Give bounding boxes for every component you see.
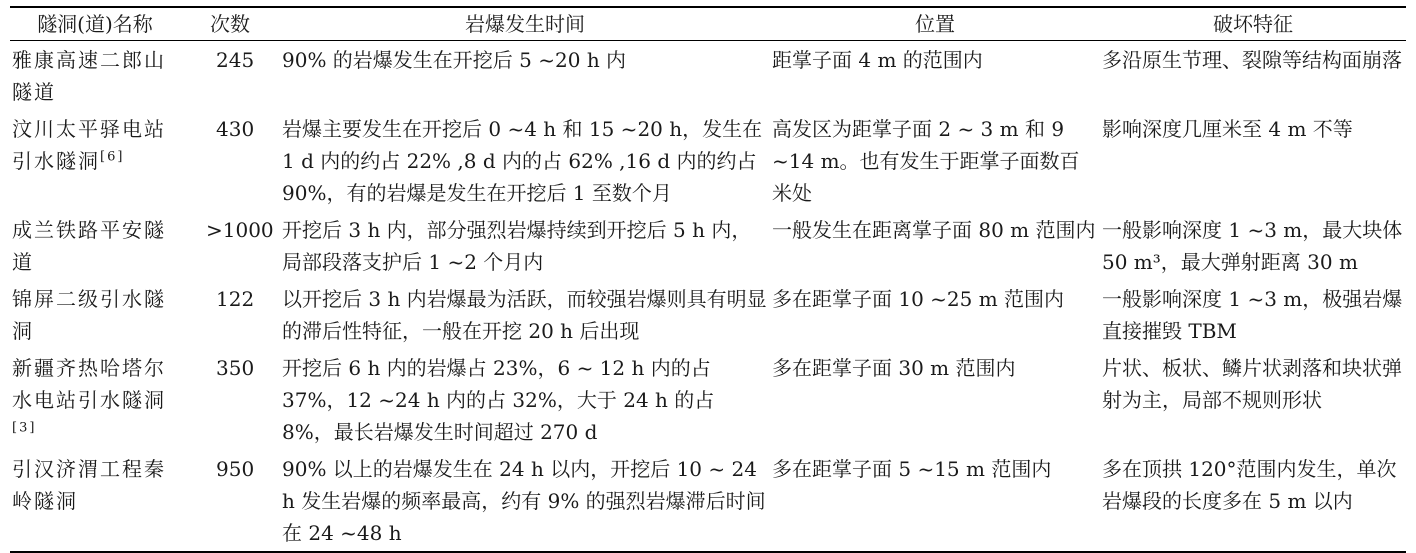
time-cell: 90% 以上的岩爆发生在 24 h 以内，开挖后 10 ~ 24 h 发生岩爆的频率最高，约有 9% 的强烈岩爆滞后时间在 24 ~48 h xyxy=(280,450,770,552)
tunnel-name-cell xyxy=(10,211,180,280)
location-cell: 距掌子面 4 m 的范围内 xyxy=(772,48,983,72)
tunnel-name: 汶川太平驿电站引水隧洞 xyxy=(12,117,166,173)
tunnel-name: 引汉济渭工程秦岭隧洞 xyxy=(12,457,166,513)
tunnel-name-cell xyxy=(10,450,180,552)
tunnel-name-cell xyxy=(10,349,180,450)
time-cell: 开挖后 3 h 内，部分强烈岩爆持续到开挖后 5 h 内，局部段落支护后 1 ~2 个月内 xyxy=(282,218,752,274)
count-cell: 950 xyxy=(180,450,280,552)
count-cell: 350 xyxy=(216,356,255,380)
damage-cell: 一般影响深度 1 ~3 m，最大块体 50 m³，最大弹射距离 30 m xyxy=(1102,218,1403,274)
header-time: 岩爆发生时间 xyxy=(280,7,770,41)
tunnel-name: 雅康高速二郎山隧道 xyxy=(12,48,166,104)
location-cell: 多在距掌子面 5 ~15 m 范围内 xyxy=(770,450,1100,552)
header-name: 隧洞(道)名称 xyxy=(10,7,180,41)
table-row xyxy=(10,280,1406,349)
location-cell: 多在距掌子面 30 m 范围内 xyxy=(772,356,1016,380)
table-header-row xyxy=(10,7,1406,41)
tunnel-name-cell xyxy=(10,280,180,349)
tunnel-name: 新疆齐热哈塔尔水电站引水隧洞 xyxy=(12,356,166,412)
damage-cell: 影响深度几厘米至 4 m 不等 xyxy=(1102,117,1353,141)
damage-cell: 多沿原生节理、裂隙等结构面崩落 xyxy=(1102,48,1402,72)
tunnel-name-cell xyxy=(10,110,180,211)
count-cell: 245 xyxy=(216,48,255,72)
table-row xyxy=(10,450,1406,552)
location-cell: 高发区为距掌子面 2 ~ 3 m 和 9 ~14 m。也有发生于距掌子面数百米处 xyxy=(772,117,1080,205)
header-location: 位置 xyxy=(770,7,1100,41)
location-cell: 多在距掌子面 10 ~25 m 范围内 xyxy=(772,287,1065,311)
header-damage: 破坏特征 xyxy=(1100,7,1406,41)
time-cell: 岩爆主要发生在开挖后 0 ~4 h 和 15 ~20 h，发生在 1 d 内的约占 22% ,8 d 内的占 62% ,16 d 内的约占 90%，有的岩爆是发生在开挖后 1 至数个月 xyxy=(282,117,763,205)
damage-cell: 多在顶拱 120°范围内发生，单次岩爆段的长度多在 5 m 以内 xyxy=(1100,450,1406,552)
tunnel-name: 成兰铁路平安隧道 xyxy=(12,218,166,274)
rockburst-table xyxy=(10,6,1406,553)
time-cell: 开挖后 6 h 内的岩爆占 23%，6 ~ 12 h 内的占 37%，12 ~24 h 内的占 32%，大于 24 h 的占 8%，最长岩爆发生时间超过 270 d xyxy=(282,356,715,444)
reference-mark: [6] xyxy=(100,149,125,165)
location-cell: 一般发生在距离掌子面 80 m 范围内 xyxy=(772,218,1096,242)
header-count: 次数 xyxy=(180,7,280,41)
rockburst-table-container xyxy=(10,6,1406,553)
table-row xyxy=(10,41,1406,111)
reference-mark: [3] xyxy=(12,420,37,436)
damage-cell: 一般影响深度 1 ~3 m，极强岩爆直接摧毁 TBM xyxy=(1102,287,1403,343)
table-row xyxy=(10,349,1406,450)
damage-cell: 片状、板状、鳞片状剥落和块状弹射为主，局部不规则形状 xyxy=(1102,356,1402,412)
count-cell: 430 xyxy=(216,117,255,141)
tunnel-name-cell xyxy=(10,41,180,111)
count-cell: >1000 xyxy=(206,218,274,242)
tunnel-name: 锦屏二级引水隧洞 xyxy=(12,287,166,343)
table-row xyxy=(10,211,1406,280)
time-cell: 以开挖后 3 h 内岩爆最为活跃，而较强岩爆则具有明显的滞后性特征，一般在开挖 20 h 后出现 xyxy=(282,287,767,343)
table-row xyxy=(10,110,1406,211)
count-cell: 122 xyxy=(216,287,255,311)
time-cell: 90% 的岩爆发生在开挖后 5 ~20 h 内 xyxy=(282,48,627,72)
